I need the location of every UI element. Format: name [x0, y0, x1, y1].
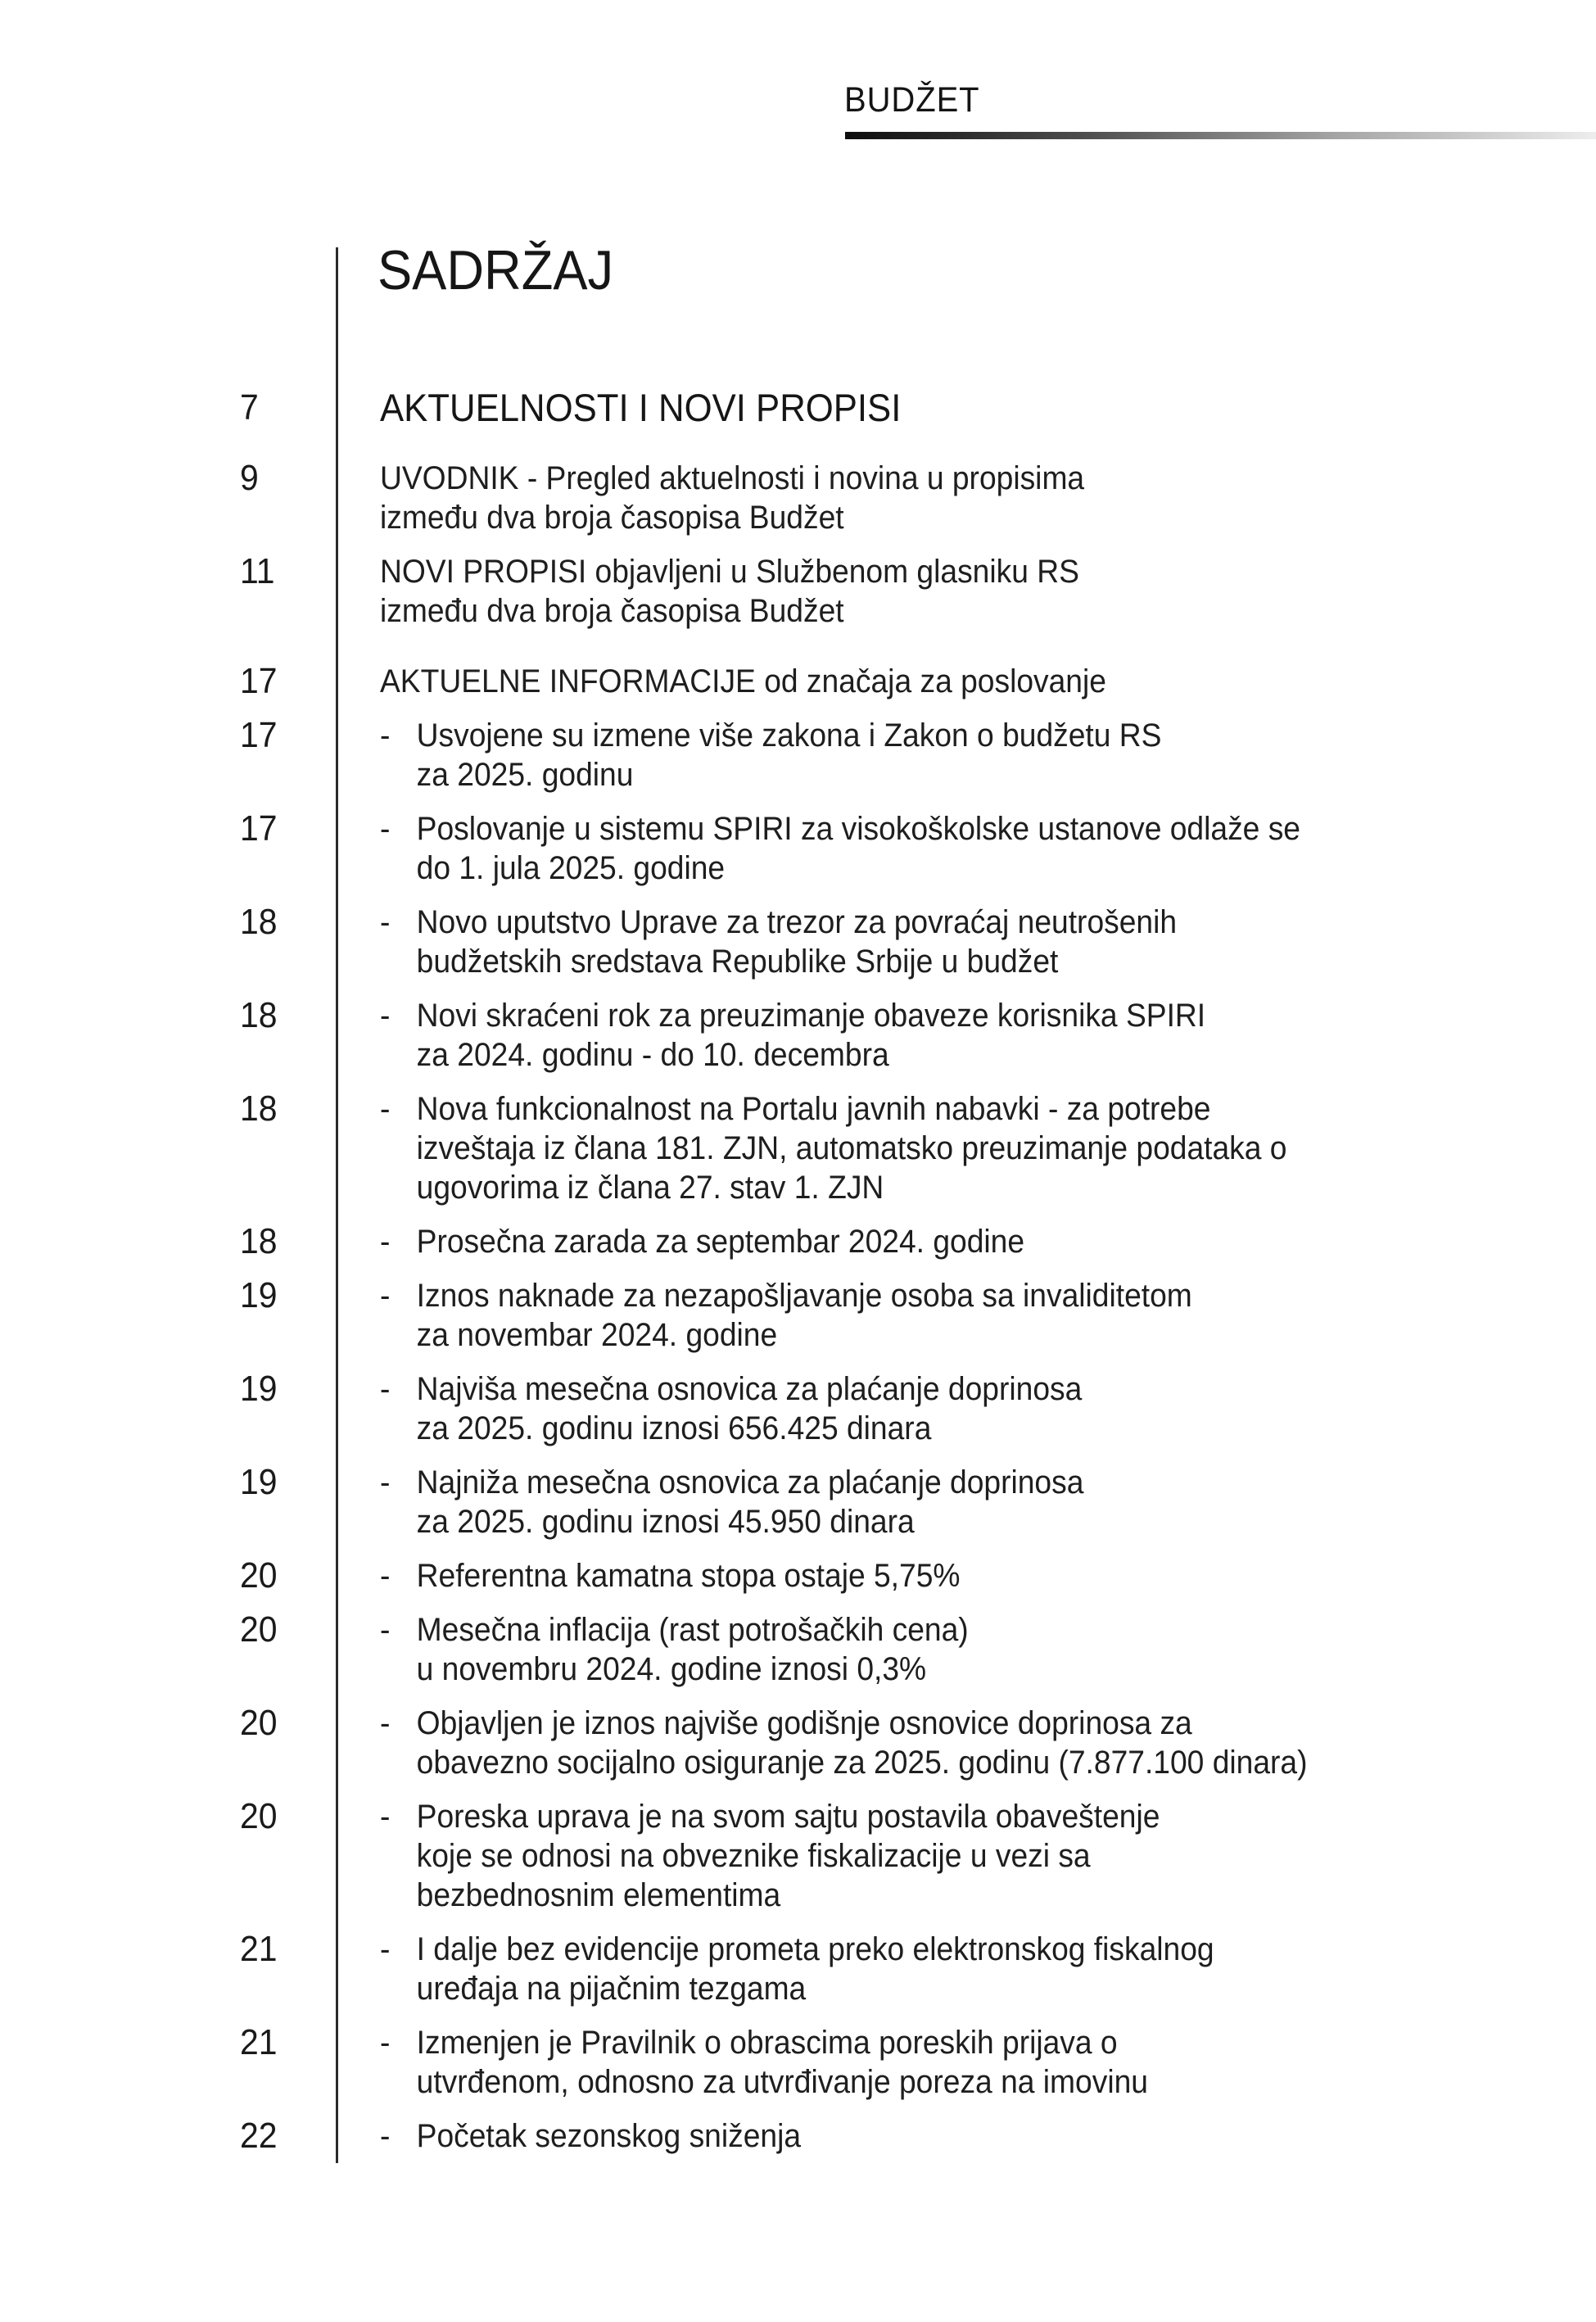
- toc-entry-line: [380, 1276, 1511, 1315]
- toc-entry-line-text: I dalje bez evidencije prometa preko elektronskog fiskalnog: [416, 1931, 1214, 1967]
- toc-entry-line-text: Iznos naknade za nezapošljavanje osoba sa invaliditetom: [416, 1278, 1192, 1314]
- toc-entry: [0, 1369, 1596, 1448]
- toc-page-number: 21: [240, 1929, 278, 1969]
- dash-bullet: -: [380, 1799, 391, 1835]
- toc-page-number: 19: [240, 1369, 278, 1409]
- toc-entry-line: [380, 903, 1511, 942]
- toc-page-number: 7: [240, 387, 259, 428]
- toc-entry-line: u novembru 2024. godine iznosi 0,3%: [416, 1651, 927, 1687]
- toc-entry-line-text: Nova funkcionalnost na Portalu javnih nabavki - za potrebe: [416, 1091, 1211, 1127]
- toc-entry: [0, 903, 1596, 981]
- toc-page-number: 18: [240, 902, 278, 942]
- dash-bullet: -: [380, 998, 391, 1034]
- toc-entry: [0, 1797, 1596, 1915]
- toc-entry-text: [380, 903, 1596, 981]
- toc-page-number: 19: [240, 1275, 278, 1315]
- toc-entry: [0, 1089, 1596, 1207]
- toc-entry-line: izveštaja iz člana 181. ZJN, automatsko preuzimanje podataka o: [416, 1130, 1287, 1166]
- toc-entry-line: budžetskih sredstava Republike Srbije u budžet: [416, 944, 1059, 980]
- toc-entry: [0, 1930, 1596, 2008]
- toc-entry: [0, 552, 1596, 631]
- toc-entry: [0, 1463, 1596, 1541]
- toc-entry: [0, 809, 1596, 888]
- toc-entry: [0, 716, 1596, 794]
- toc-entry-line: između dva broja časopisa Budžet: [380, 500, 844, 536]
- dash-bullet: -: [380, 811, 391, 847]
- toc-entry-line: za 2024. godinu - do 10. decembra: [416, 1037, 889, 1073]
- toc-entry-line: između dva broja časopisa Budžet: [380, 593, 844, 629]
- toc-entry: [0, 1610, 1596, 1689]
- toc-entry-line: [380, 809, 1511, 849]
- toc-entry-line: AKTUELNE INFORMACIJE od značaja za poslovanje: [380, 663, 1106, 699]
- toc-entry-line: [380, 1463, 1511, 1502]
- toc-page-number: 18: [240, 1089, 278, 1129]
- toc-entry-line-text: Najviša mesečna osnovica za plaćanje doprinosa: [416, 1371, 1083, 1407]
- dash-bullet: -: [380, 1931, 391, 1967]
- toc-entry: [0, 996, 1596, 1075]
- toc-entry-line-text: Novo uputstvo Uprave za trezor za povraćaj neutrošenih: [416, 904, 1178, 940]
- toc-entry-line: AKTUELNOSTI I NOVI PROPISI: [380, 386, 902, 429]
- toc-entry-line: [380, 2116, 1511, 2156]
- toc-page-number: 20: [240, 1796, 278, 1836]
- toc-entry: [0, 662, 1596, 701]
- toc-entry-line: UVODNIK - Pregled aktuelnosti i novina u propisima: [380, 460, 1085, 496]
- toc-entry-text: [380, 1930, 1596, 2008]
- toc-entry-text: [380, 2023, 1596, 2102]
- toc-entry-line: [380, 996, 1511, 1035]
- toc-entry-text: [380, 1610, 1596, 1689]
- page-title: SADRŽAJ: [378, 239, 614, 301]
- toc-entry-text: [380, 2116, 1596, 2156]
- toc-entry-line: [380, 1556, 1511, 1596]
- toc-entry-line-text: Poslovanje u sistemu SPIRI za visokoškolske ustanove odlaže se: [416, 811, 1300, 847]
- toc-entry-line: koje se odnosi na obveznike fiskalizacije u vezi sa: [416, 1838, 1091, 1874]
- toc-entry-text: [380, 1463, 1596, 1541]
- toc-entry-line: bezbednosnim elementima: [416, 1877, 781, 1913]
- toc-page-number: 22: [240, 2116, 278, 2156]
- toc-page-number: 20: [240, 1555, 278, 1596]
- toc-entry-line-text: Mesečna inflacija (rast potrošačkih cena): [416, 1612, 969, 1648]
- toc-entry-line: [380, 1930, 1511, 1969]
- toc-page-number: 9: [240, 458, 259, 498]
- toc-entry-line: ugovorima iz člana 27. stav 1. ZJN: [416, 1170, 884, 1206]
- toc-entry-line-text: Usvojene su izmene više zakona i Zakon o budžetu RS: [416, 717, 1162, 754]
- toc-page-number: 20: [240, 1703, 278, 1743]
- dash-bullet: -: [380, 717, 391, 754]
- toc-page-number: 17: [240, 661, 278, 701]
- toc-page-number: 17: [240, 715, 278, 755]
- toc-entry-line: utvrđenom, odnosno za utvrđivanje poreza na imovinu: [416, 2064, 1148, 2100]
- toc-entry-line: NOVI PROPISI objavljeni u Službenom glasniku RS: [380, 554, 1079, 590]
- toc-entry-line: [380, 2023, 1511, 2062]
- dash-bullet: -: [380, 1705, 391, 1741]
- toc-page-number: 21: [240, 2022, 278, 2062]
- magazine-title: BUDŽET: [844, 80, 980, 120]
- toc-entry-line: [380, 716, 1511, 755]
- toc-page-number: 17: [240, 808, 278, 849]
- dash-bullet: -: [380, 1091, 391, 1127]
- toc-entry-line-text: Poreska uprava je na svom sajtu postavila obaveštenje: [416, 1799, 1160, 1835]
- toc-entry-text: [380, 716, 1596, 794]
- toc-entry-text: [380, 662, 1596, 701]
- header-gradient-rule: [845, 132, 1596, 139]
- toc-entry-line: uređaja na pijačnim tezgama: [416, 1971, 807, 2007]
- toc-list: [0, 388, 1596, 2170]
- toc-page-number: 20: [240, 1609, 278, 1650]
- toc-entry-line-text: Početak sezonskog sniženja: [416, 2118, 802, 2154]
- dash-bullet: -: [380, 904, 391, 940]
- toc-entry-text: [380, 552, 1596, 631]
- toc-entry-line-text: Novi skraćeni rok za preuzimanje obaveze korisnika SPIRI: [416, 998, 1206, 1034]
- toc-entry-text: [380, 1369, 1596, 1448]
- dash-bullet: -: [380, 1558, 391, 1594]
- toc-entry-text: [380, 1556, 1596, 1596]
- toc-entry-line-text: Prosečna zarada za septembar 2024. godine: [416, 1224, 1025, 1260]
- toc-page-number: 19: [240, 1462, 278, 1502]
- toc-page-number: 18: [240, 995, 278, 1035]
- toc-entry-text: [380, 1704, 1596, 1782]
- dash-bullet: -: [380, 1612, 391, 1648]
- toc-entry: [0, 1276, 1596, 1355]
- toc-entry-line: do 1. jula 2025. godine: [416, 850, 726, 886]
- toc-entry-line-text: Najniža mesečna osnovica za plaćanje doprinosa: [416, 1464, 1084, 1500]
- toc-entry-line: [380, 1704, 1511, 1743]
- toc-entry-text: [380, 1797, 1596, 1915]
- toc-entry: [0, 2116, 1596, 2156]
- toc-entry-text: [380, 388, 1596, 428]
- toc-page-number: 11: [240, 551, 275, 591]
- toc-entry-line: za 2025. godinu iznosi 45.950 dinara: [416, 1504, 915, 1540]
- toc-entry: [0, 459, 1596, 537]
- toc-entry-line: obavezno socijalno osiguranje za 2025. godinu (7.877.100 dinara): [416, 1745, 1308, 1781]
- toc-entry-text: [380, 1222, 1596, 1261]
- toc-entry-line-text: Objavljen je iznos najviše godišnje osnovice doprinosa za: [416, 1705, 1192, 1741]
- toc-entry-line: [380, 1222, 1511, 1261]
- toc-entry-line-text: Referentna kamatna stopa ostaje 5,75%: [416, 1558, 961, 1594]
- toc-entry-line: [380, 1369, 1511, 1409]
- toc-entry-text: [380, 1089, 1596, 1207]
- toc-entry-text: [380, 996, 1596, 1075]
- toc-entry-text: [380, 809, 1596, 888]
- toc-entry: [0, 1556, 1596, 1596]
- toc-entry-line: za 2025. godinu: [416, 757, 634, 793]
- toc-entry-line: za 2025. godinu iznosi 656.425 dinara: [416, 1410, 932, 1446]
- toc-entry-text: [380, 459, 1596, 537]
- dash-bullet: -: [380, 1224, 391, 1260]
- dash-bullet: -: [380, 1278, 391, 1314]
- toc-entry: [0, 2023, 1596, 2102]
- toc-entry: [0, 1704, 1596, 1782]
- dash-bullet: -: [380, 2118, 391, 2154]
- dash-bullet: -: [380, 1371, 391, 1407]
- toc-entry-line: [380, 1610, 1511, 1650]
- toc-entry-line: [380, 1089, 1511, 1129]
- toc-entry-line: [380, 1797, 1511, 1836]
- toc-entry: [0, 388, 1596, 428]
- toc-entry-text: [380, 1276, 1596, 1355]
- toc-entry: [0, 1222, 1596, 1261]
- dash-bullet: -: [380, 2025, 391, 2061]
- toc-page-number: 18: [240, 1221, 278, 1261]
- toc-entry-line-text: Izmenjen je Pravilnik o obrascima poreskih prijava o: [416, 2025, 1118, 2061]
- dash-bullet: -: [380, 1464, 391, 1500]
- toc-entry-line: za novembar 2024. godine: [416, 1317, 778, 1353]
